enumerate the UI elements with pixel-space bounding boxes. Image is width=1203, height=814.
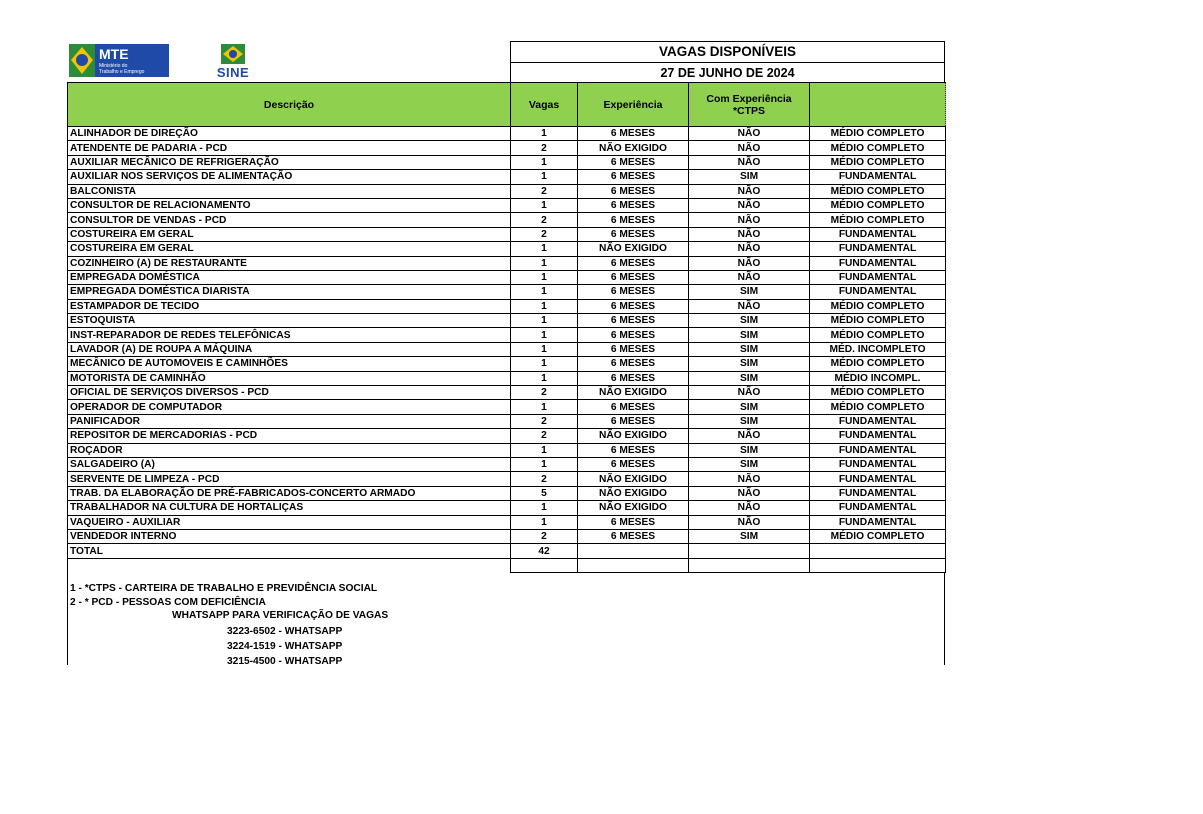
cell-exp: 6 MESES [578,371,689,385]
table-row [68,400,946,414]
cell-desc: AUXILIAR MECÂNICO DE REFRIGERAÇÃO [68,155,511,169]
table-row [68,457,946,471]
cell-desc: LAVADOR (A) DE ROUPA A MÁQUINA [68,342,511,356]
cell-desc: OFICIAL DE SERVIÇOS DIVERSOS - PCD [68,386,511,400]
cell-escol: MÉDIO COMPLETO [810,314,946,328]
table-row [68,515,946,529]
cell-exp: 6 MESES [578,342,689,356]
cell-vagas: 1 [511,170,578,184]
cell-exp: 6 MESES [578,457,689,471]
table-row [68,299,946,313]
cell-exp: 6 MESES [578,529,689,543]
cell-escol: MÉDIO COMPLETO [810,184,946,198]
cell-desc: PANIFICADOR [68,414,511,428]
cell-desc: BALCONISTA [68,184,511,198]
table-row [68,328,946,342]
cell-vagas: 1 [511,198,578,212]
cell-exp: 6 MESES [578,270,689,284]
cell-desc: SALGADEIRO (A) [68,457,511,471]
cell-ctps: SIM [689,443,810,457]
cell-vagas: 1 [511,357,578,371]
cell-ctps: NÃO [689,155,810,169]
page-date: 27 DE JUNHO DE 2024 [660,66,795,80]
cell-exp: 6 MESES [578,184,689,198]
cell-desc: REPOSITOR DE MERCADORIAS - PCD [68,429,511,443]
phone-2: 3224-1519 - WHATSAPP [227,641,343,653]
cell-vagas: 1 [511,285,578,299]
cell-escol: FUNDAMENTAL [810,170,946,184]
cell-exp: 6 MESES [578,170,689,184]
cell-escol: FUNDAMENTAL [810,227,946,241]
cell-exp: 6 MESES [578,285,689,299]
cell-ctps: NÃO [689,472,810,486]
col-header-ctps-line2: *CTPS [732,104,766,117]
cell-ctps: NÃO [689,501,810,515]
cell-vagas: 5 [511,486,578,500]
cell-desc: EMPREGADA DOMÉSTICA DIARISTA [68,285,511,299]
cell-desc: AUXILIAR NOS SERVIÇOS DE ALIMENTAÇÃO [68,170,511,184]
cell-exp: 6 MESES [578,328,689,342]
cell-vagas: 2 [511,472,578,486]
cell-ctps: SIM [689,357,810,371]
total-value: 42 [511,544,578,558]
cell-desc: VENDEDOR INTERNO [68,529,511,543]
cell-ctps: SIM [689,285,810,299]
cell-ctps: SIM [689,314,810,328]
cell-vagas: 1 [511,314,578,328]
cell-ctps: SIM [689,400,810,414]
cell-escol: FUNDAMENTAL [810,443,946,457]
mte-logo [69,44,169,77]
cell-escol: FUNDAMENTAL [810,515,946,529]
cell-escol: FUNDAMENTAL [810,285,946,299]
cell-vagas: 2 [511,213,578,227]
cell-ctps: SIM [689,371,810,385]
cell-vagas: 2 [511,141,578,155]
cell-desc: ESTOQUISTA [68,314,511,328]
cell-ctps: NÃO [689,141,810,155]
total-row [68,544,946,558]
table-row [68,386,946,400]
cell-ctps: SIM [689,414,810,428]
blank-cell [68,558,511,572]
cell-desc: ROÇADOR [68,443,511,457]
cell-escol: FUNDAMENTAL [810,242,946,256]
note-ctps: 1 - *CTPS - CARTEIRA DE TRABALHO E PREVIDÊNCIA SOCIAL [70,583,378,595]
cell-escol: MÉDIO INCOMPL. [810,371,946,385]
table-row [68,242,946,256]
cell-escol: MÉDIO COMPLETO [810,155,946,169]
table-row [68,342,946,356]
table-row [68,213,946,227]
cell-ctps: NÃO [689,227,810,241]
svg-text:Ministério do: Ministério do [99,63,128,69]
cell-ctps: SIM [689,529,810,543]
cell-escol: MÉDIO COMPLETO [810,198,946,212]
cell-exp: 6 MESES [578,213,689,227]
cell-desc: ALINHADOR DE DIREÇÃO [68,127,511,141]
table-row [68,314,946,328]
table-row [68,127,946,141]
phone-1: 3223-6502 - WHATSAPP [227,626,343,638]
cell-ctps: NÃO [689,270,810,284]
cell-escol: MÉD. INCOMPLETO [810,342,946,356]
cell-exp: NÃO EXIGIDO [578,386,689,400]
cell-vagas: 1 [511,155,578,169]
total-empty [689,544,810,558]
cell-escol: FUNDAMENTAL [810,414,946,428]
svg-text:Trabalho e Emprego: Trabalho e Emprego [99,69,145,75]
cell-vagas: 2 [511,414,578,428]
cell-escol: FUNDAMENTAL [810,501,946,515]
sheet-header [67,41,945,82]
cell-desc: COSTUREIRA EM GERAL [68,227,511,241]
cell-exp: NÃO EXIGIDO [578,242,689,256]
cell-escol: MÉDIO COMPLETO [810,141,946,155]
cell-escol: FUNDAMENTAL [810,472,946,486]
col-header-ctps-line1: Com Experiência [706,92,792,105]
cell-vagas: 2 [511,386,578,400]
cell-escol: MÉDIO COMPLETO [810,357,946,371]
blank-cell [511,558,578,572]
cell-ctps: NÃO [689,256,810,270]
cell-desc: MOTORISTA DE CAMINHÃO [68,371,511,385]
cell-exp: 6 MESES [578,314,689,328]
cell-exp: 6 MESES [578,227,689,241]
table-row [68,371,946,385]
logos-area [67,41,510,82]
table-body [68,127,946,573]
cell-ctps: NÃO [689,515,810,529]
table-row [68,184,946,198]
cell-escol: MÉDIO COMPLETO [810,299,946,313]
cell-escol: MÉDIO COMPLETO [810,127,946,141]
cell-desc: CONSULTOR DE VENDAS - PCD [68,213,511,227]
footnotes [67,573,945,668]
cell-escol: MÉDIO COMPLETO [810,529,946,543]
blank-row [68,558,946,572]
cell-exp: 6 MESES [578,400,689,414]
cell-exp: 6 MESES [578,443,689,457]
cell-vagas: 1 [511,501,578,515]
note-pcd: 2 - * PCD - PESSOAS COM DEFICIÊNCIA [70,597,266,609]
table-row [68,170,946,184]
cell-desc: ESTAMPADOR DE TECIDO [68,299,511,313]
table-row [68,414,946,428]
table-row [68,141,946,155]
cell-desc: TRAB. DA ELABORAÇÃO DE PRÉ-FABRICADOS-CONCERTO ARMADO [68,486,511,500]
cell-ctps: NÃO [689,486,810,500]
cell-ctps: NÃO [689,213,810,227]
title-block [510,41,945,83]
page-title: VAGAS DISPONÍVEIS [511,42,944,63]
cell-ctps: SIM [689,457,810,471]
col-header-vagas: Vagas [511,83,578,127]
cell-desc: CONSULTOR DE RELACIONAMENTO [68,198,511,212]
table-row [68,198,946,212]
sine-logo [215,42,251,80]
table-row [68,472,946,486]
total-label: TOTAL [68,544,511,558]
cell-vagas: 1 [511,371,578,385]
cell-exp: 6 MESES [578,299,689,313]
cell-vagas: 2 [511,429,578,443]
cell-escol: MÉDIO COMPLETO [810,328,946,342]
job-listing-sheet [67,41,945,668]
col-header-ctps [689,83,810,127]
cell-ctps: NÃO [689,429,810,443]
cell-vagas: 2 [511,184,578,198]
cell-ctps: NÃO [689,184,810,198]
cell-vagas: 1 [511,242,578,256]
cell-desc: VAQUEIRO - AUXILIAR [68,515,511,529]
cell-vagas: 1 [511,270,578,284]
cell-desc: ATENDENTE DE PADARIA - PCD [68,141,511,155]
cell-exp: 6 MESES [578,357,689,371]
col-header-escolaridade [810,83,946,127]
cell-ctps: SIM [689,342,810,356]
cell-exp: 6 MESES [578,256,689,270]
cell-vagas: 1 [511,515,578,529]
sine-logo-text: SINE [216,65,250,80]
cell-ctps: NÃO [689,242,810,256]
cell-escol: FUNDAMENTAL [810,457,946,471]
table-row [68,155,946,169]
cell-vagas: 1 [511,342,578,356]
table-header-row [68,83,946,127]
cell-exp: NÃO EXIGIDO [578,141,689,155]
cell-desc: SERVENTE DE LIMPEZA - PCD [68,472,511,486]
table-row [68,443,946,457]
cell-escol: FUNDAMENTAL [810,429,946,443]
table-row [68,270,946,284]
cell-exp: 6 MESES [578,515,689,529]
cell-desc: COZINHEIRO (A) DE RESTAURANTE [68,256,511,270]
total-empty [578,544,689,558]
cell-vagas: 1 [511,443,578,457]
cell-exp: 6 MESES [578,414,689,428]
table-row [68,529,946,543]
cell-exp: NÃO EXIGIDO [578,429,689,443]
cell-ctps: NÃO [689,198,810,212]
cell-exp: NÃO EXIGIDO [578,486,689,500]
cell-exp: 6 MESES [578,198,689,212]
cell-vagas: 1 [511,457,578,471]
cell-ctps: SIM [689,328,810,342]
cell-vagas: 2 [511,227,578,241]
cell-desc: OPERADOR DE COMPUTADOR [68,400,511,414]
col-header-experiencia: Experiência [578,83,689,127]
table-row [68,357,946,371]
phone-3: 3215-4500 - WHATSAPP [227,656,343,668]
whatsapp-title: WHATSAPP PARA VERIFICAÇÃO DE VAGAS [172,610,389,622]
cell-vagas: 1 [511,256,578,270]
cell-desc: EMPREGADA DOMÉSTICA [68,270,511,284]
cell-ctps: NÃO [689,299,810,313]
table-row [68,486,946,500]
cell-desc: INST-REPARADOR DE REDES TELEFÔNICAS [68,328,511,342]
table-row [68,285,946,299]
col-header-description: Descrição [68,83,511,127]
total-empty [810,544,946,558]
cell-exp: 6 MESES [578,155,689,169]
cell-escol: FUNDAMENTAL [810,486,946,500]
cell-exp: NÃO EXIGIDO [578,472,689,486]
svg-text:MTE: MTE [99,46,129,62]
table-row [68,429,946,443]
cell-ctps: NÃO [689,386,810,400]
cell-escol: FUNDAMENTAL [810,270,946,284]
cell-escol: FUNDAMENTAL [810,256,946,270]
cell-vagas: 1 [511,127,578,141]
cell-escol: MÉDIO COMPLETO [810,386,946,400]
cell-ctps: NÃO [689,127,810,141]
cell-vagas: 1 [511,400,578,414]
cell-vagas: 1 [511,328,578,342]
cell-exp: 6 MESES [578,127,689,141]
cell-ctps: SIM [689,170,810,184]
cell-desc: TRABALHADOR NA CULTURA DE HORTALIÇAS [68,501,511,515]
cell-escol: MÉDIO COMPLETO [810,400,946,414]
table-row [68,256,946,270]
cell-vagas: 2 [511,529,578,543]
vacancies-table [67,82,946,573]
table-row [68,227,946,241]
table-row [68,501,946,515]
sine-flag-icon [215,42,251,66]
blank-cell [578,558,689,572]
cell-escol: MÉDIO COMPLETO [810,213,946,227]
cell-desc: COSTUREIRA EM GERAL [68,242,511,256]
cell-desc: MECÂNICO DE AUTOMOVEIS E CAMINHÕES [68,357,511,371]
cell-vagas: 1 [511,299,578,313]
cell-exp: NÃO EXIGIDO [578,501,689,515]
blank-cell [689,558,810,572]
blank-cell [810,558,946,572]
